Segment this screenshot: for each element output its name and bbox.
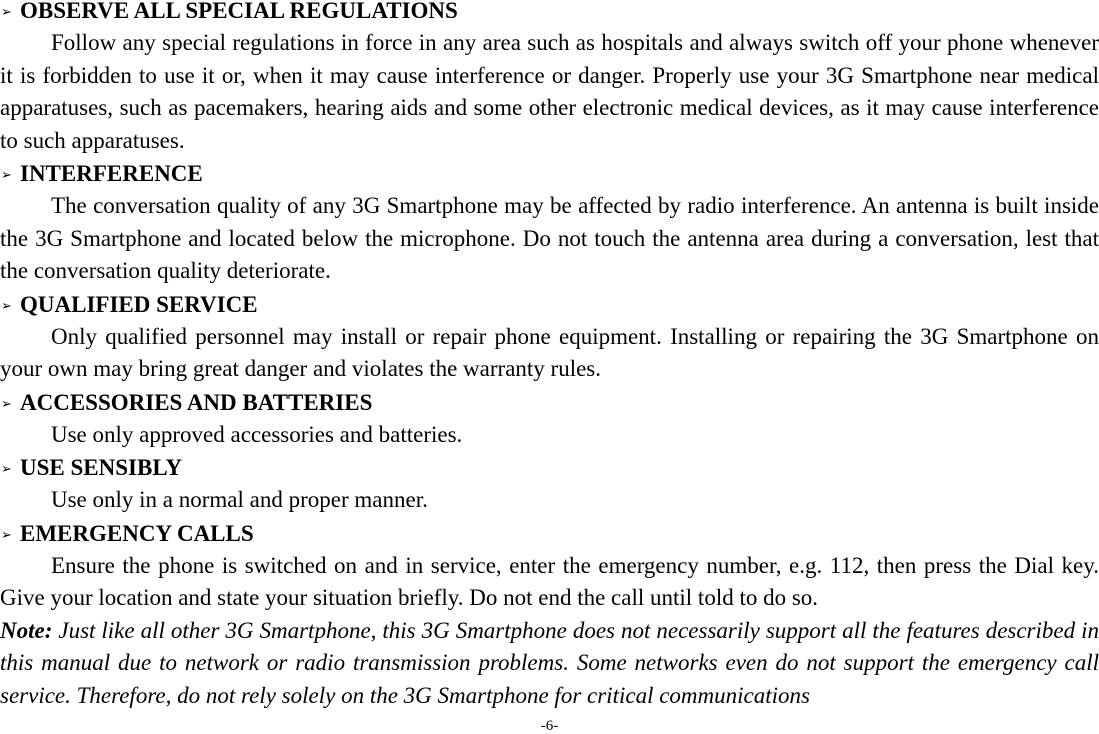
section-heading-use-sensibly <box>0 451 1099 484</box>
arrow-bullet-icon: ➢ <box>1 4 12 19</box>
section-heading-emergency-calls <box>0 517 1099 550</box>
arrow-bullet-icon: ➢ <box>1 395 12 411</box>
section-body-interference: The conversation quality of any 3G Smartphone may be affected by radio interference. An antenna is built inside the 3G Smartphone and located below the microphone. Do not touch the antenna area during a conversation, lest that the conversation quality deteriorate. <box>0 193 1099 283</box>
note-label: Note: <box>0 617 53 643</box>
heading-text: OBSERVE ALL SPECIAL REGULATIONS <box>20 0 458 23</box>
section-heading-accessories-batteries <box>0 386 1099 419</box>
section-heading-interference <box>0 157 1099 190</box>
section-heading-special-regulations <box>0 0 1099 27</box>
section-heading-qualified-service <box>0 288 1099 321</box>
section-body-emergency-calls: Ensure the phone is switched on and in service, enter the emergency number, e.g. 112, then press the Dial key. Give your location and state your situation briefly. Do not end the call until told to do so. <box>0 552 1099 610</box>
section-body-qualified-service: Only qualified personnel may install or repair phone equipment. Installing or repairing the 3G Smartphone on your own may bring great danger and violates the warranty rules. <box>0 323 1099 381</box>
heading-text: ACCESSORIES AND BATTERIES <box>20 389 373 415</box>
arrow-bullet-icon: ➢ <box>1 526 12 542</box>
heading-text: INTERFERENCE <box>20 161 203 186</box>
arrow-bullet-icon: ➢ <box>1 167 12 182</box>
heading-text: QUALIFIED SERVICE <box>20 291 258 317</box>
note-paragraph <box>0 615 1099 713</box>
section-body-accessories-batteries: Use only approved accessories and batteries. <box>51 421 463 447</box>
section-body-special-regulations: Follow any special regulations in force in any area such as hospitals and always switch off your phone whenever it is forbidden to use it or, when it may cause interference or danger. Properly use your 3G Smartphone near medical apparatuses, such as pacemakers, hearing aids and some other electronic medical devices, as it may cause interference to such apparatuses. <box>0 30 1099 153</box>
heading-text: USE SENSIBLY <box>20 455 183 480</box>
section-body-use-sensibly: Use only in a normal and proper manner. <box>51 487 428 512</box>
note-text: Just like all other 3G Smartphone, this 3G Smartphone does not necessarily support all the features described in this manual due to network or radio transmission problems. Some networks even do not support the emergency call service. Therefore, do not rely solely on the 3G Smartphone for critical communications <box>0 617 1099 708</box>
arrow-bullet-icon: ➢ <box>1 461 12 476</box>
arrow-bullet-icon: ➢ <box>1 297 12 313</box>
heading-text: EMERGENCY CALLS <box>20 520 254 546</box>
page-number: -6- <box>540 718 559 734</box>
